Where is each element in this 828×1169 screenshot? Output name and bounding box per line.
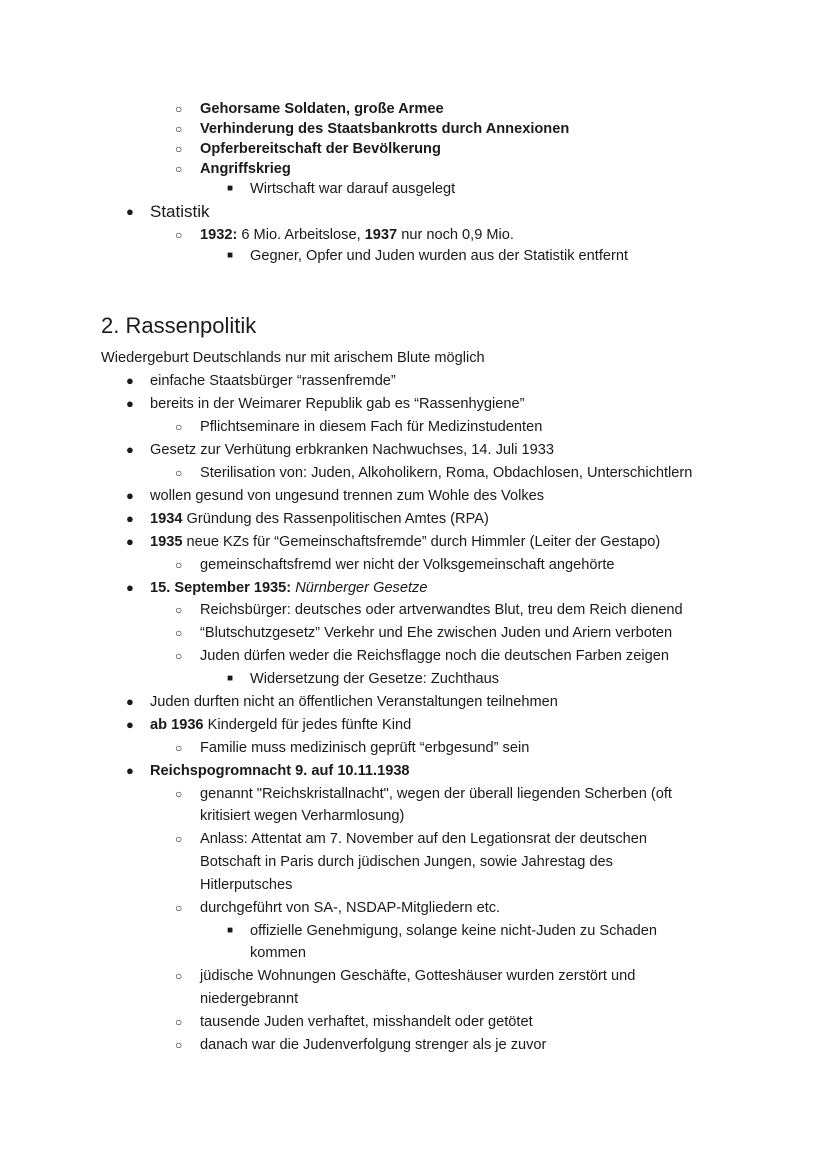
bullet-circle: ○: [175, 832, 183, 846]
list-item: 1934 Gründung des Rassenpolitischen Amtes (RPA): [150, 511, 489, 527]
list-item: 1935 neue KZs für “Gemeinschaftsfremde” durch Himmler (Leiter der Gestapo): [150, 534, 661, 550]
list-item: ab 1936 Kindergeld für jedes fünfte Kind: [150, 717, 412, 733]
bullet-circle: ○: [175, 102, 183, 116]
bullet-circle: ○: [175, 741, 183, 755]
bullet-square: ■: [227, 250, 234, 261]
bullet-circle: ○: [175, 1015, 183, 1029]
bullet-circle: ○: [175, 969, 183, 983]
bullet-dot: ●: [126, 204, 134, 219]
list-item: genannt "Reichskristallnacht", wegen der überall liegenden Scherben (oft: [200, 786, 672, 802]
intro-text: Wiedergeburt Deutschlands nur mit arischem Blute möglich: [101, 350, 485, 366]
list-item: Pflichtseminare in diesem Fach für Medizinstudenten: [200, 419, 543, 435]
bullet-square: ■: [227, 925, 234, 936]
list-item: Reichspogromnacht 9. auf 10.11.1938: [150, 763, 410, 779]
list-item-cont: kommen: [250, 945, 306, 961]
list-item-statistik: Statistik: [150, 202, 210, 221]
list-item-cont: kritisiert wegen Verharmlosung): [200, 808, 405, 824]
list-item: bereits in der Weimarer Republik gab es “Rassenhygiene”: [150, 396, 525, 412]
bullet-circle: ○: [175, 603, 183, 617]
list-item: Gehorsame Soldaten, große Armee: [200, 101, 444, 117]
list-item: “Blutschutzgesetz” Verkehr und Ehe zwischen Juden und Ariern verboten: [200, 625, 673, 641]
list-item-cont: Botschaft in Paris durch jüdischen Jungen, sowie Jahrestag des: [200, 854, 613, 870]
list-item: Sterilisation von: Juden, Alkoholikern, Roma, Obdachlosen, Unterschichtlern: [200, 465, 693, 481]
bullet-circle: ○: [175, 122, 183, 136]
bullet-dot: ●: [126, 694, 134, 709]
list-item-cont: niedergebrannt: [200, 991, 299, 1007]
list-item: danach war die Judenverfolgung strenger als je zuvor: [200, 1037, 547, 1053]
bullet-dot: ●: [126, 534, 134, 549]
list-item-cont: Hitlerputsches: [200, 877, 293, 893]
bullet-circle: ○: [175, 466, 183, 480]
list-item: durchgeführt von SA-, NSDAP-Mitgliedern etc.: [200, 900, 501, 916]
bullet-dot: ●: [126, 373, 134, 388]
list-item: offizielle Genehmigung, solange keine nicht-Juden zu Schaden: [250, 923, 658, 939]
list-item: Anlass: Attentat am 7. November auf den Legationsrat der deutschen: [200, 831, 648, 847]
bullet-circle: ○: [175, 626, 183, 640]
list-item: gemeinschaftsfremd wer nicht der Volksgemeinschaft angehörte: [200, 557, 615, 573]
bullet-circle: ○: [175, 649, 183, 663]
section-title: 2. Rassenpolitik: [101, 313, 257, 338]
list-item: Opferbereitschaft der Bevölkerung: [200, 141, 441, 157]
bullet-circle: ○: [175, 162, 183, 176]
list-item: 1932: 6 Mio. Arbeitslose, 1937 nur noch 0,9 Mio.: [200, 227, 514, 243]
bullet-dot: ●: [126, 396, 134, 411]
list-item: wollen gesund von ungesund trennen zum Wohle des Volkes: [150, 488, 545, 504]
list-item: Familie muss medizinisch geprüft “erbgesund” sein: [200, 740, 530, 756]
bullet-square: ■: [227, 183, 234, 194]
bullet-circle: ○: [175, 420, 183, 434]
list-item: Wirtschaft war darauf ausgelegt: [250, 181, 456, 197]
bullet-dot: ●: [126, 511, 134, 526]
list-item: Verhinderung des Staatsbankrotts durch Annexionen: [200, 121, 570, 137]
list-item: einfache Staatsbürger “rassenfremde”: [150, 373, 396, 389]
bullet-dot: ●: [126, 580, 134, 595]
list-item: Reichsbürger: deutsches oder artverwandtes Blut, treu dem Reich dienend: [200, 602, 683, 618]
bullet-square: ■: [227, 673, 234, 684]
bullet-dot: ●: [126, 717, 134, 732]
list-item: 15. September 1935: Nürnberger Gesetze: [150, 580, 428, 596]
list-item: Widersetzung der Gesetze: Zuchthaus: [250, 671, 500, 687]
list-item: jüdische Wohnungen Geschäfte, Gotteshäuser wurden zerstört und: [200, 968, 636, 984]
list-item: Angriffskrieg: [200, 161, 291, 177]
bullet-circle: ○: [175, 1038, 183, 1052]
list-item: Gesetz zur Verhütung erbkranken Nachwuchses, 14. Juli 1933: [150, 442, 554, 458]
bullet-circle: ○: [175, 901, 183, 915]
list-item: Juden durften nicht an öffentlichen Veranstaltungen teilnehmen: [150, 694, 558, 710]
bullet-circle: ○: [175, 228, 183, 242]
bullet-circle: ○: [175, 558, 183, 572]
bullet-dot: ●: [126, 763, 134, 778]
bullet-dot: ●: [126, 488, 134, 503]
bullet-circle: ○: [175, 787, 183, 801]
list-item: Juden dürfen weder die Reichsflagge noch die deutschen Farben zeigen: [200, 648, 669, 664]
list-item: Gegner, Opfer und Juden wurden aus der Statistik entfernt: [250, 248, 629, 264]
bullet-dot: ●: [126, 442, 134, 457]
list-item: tausende Juden verhaftet, misshandelt oder getötet: [200, 1014, 533, 1030]
bullet-circle: ○: [175, 142, 183, 156]
